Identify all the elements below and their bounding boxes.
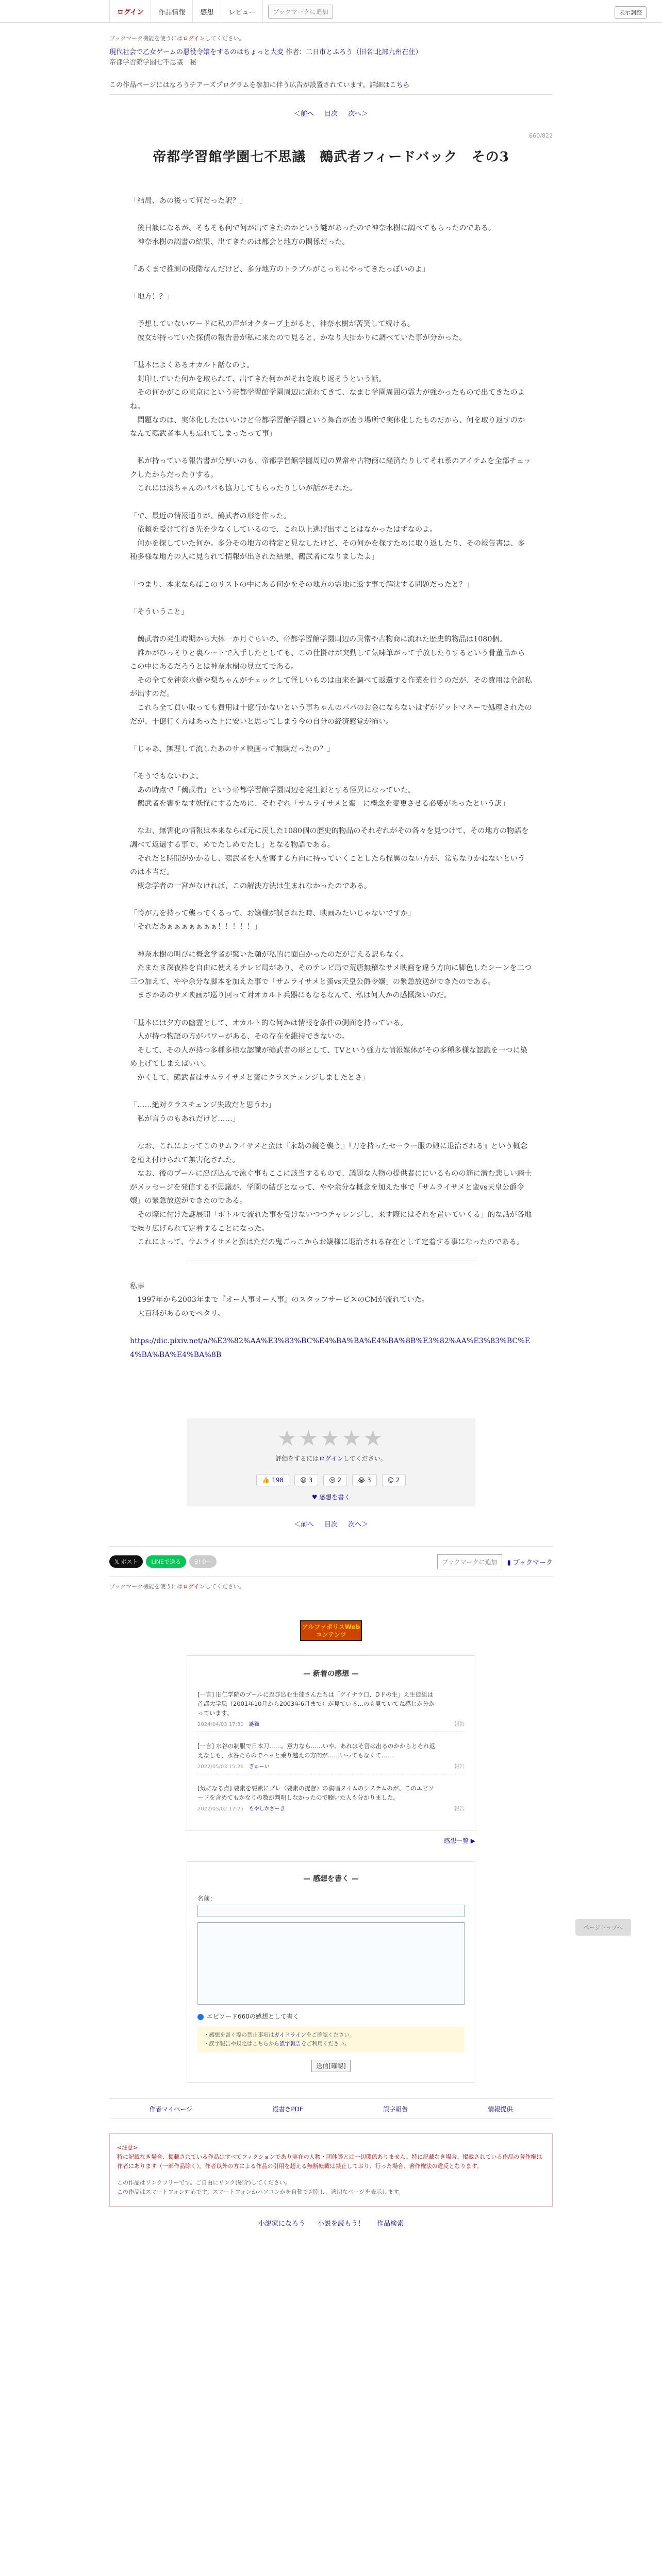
- divider: [187, 1261, 475, 1262]
- login-link[interactable]: ログイン: [109, 0, 151, 23]
- impressions-link[interactable]: 感想: [193, 0, 221, 23]
- impressions-list-link[interactable]: 感想一覧 ▶: [443, 1837, 475, 1845]
- search-link[interactable]: 作品検索: [377, 2220, 404, 2228]
- reaction-button[interactable]: 😆 3: [294, 1474, 318, 1486]
- legal-notice: <注意> 特に記載なき場合、掲載されている作品はすべてフィクションであり実在の人物・団体等とは一切関係ありません。特に記載なき場合、掲載されている作品の著作権は作者にあります（一部作品除く）。作者以外の方による作品の引用を超える無断転載は禁止しており、行った場合、著作権法の違反となります。 この作品はリンクフリーです。ご自由にリンク(紹介)してください。 この作品はスマートフォン対応です。スマートフォンかパソコンかを自動で判別し、適切なページを表示します。: [109, 2133, 553, 2207]
- site-links: [109, 2218, 553, 2228]
- hatena-share-button[interactable]: B! 0ー: [189, 1555, 217, 1568]
- write-heading: — 感想を書く —: [303, 1875, 359, 1884]
- notice-login-link[interactable]: ログイン: [183, 1583, 205, 1590]
- recent-impressions: [187, 1655, 475, 1831]
- reaction-button[interactable]: 😭 3: [352, 1474, 377, 1486]
- episode-body: 「結局、あの後って何だった訳？」 後日談になるが、そもそも何で何が出てきたのかという謎があったので神奈水樹に調べてもらったのである。 神奈水樹の調書の結果、出てきたのは都会と地方の関係だった。 「あくまで推測の段階なんだけど、多分地方のトラブルがこっちにやってきたっぽいのよ」 「地方！？」 予想していないワードに私の声がオクターブ上がると、神奈水樹が苦笑して続ける。 彼女が持っていた探偵の報告書が私に来たので見ると、かなり大掛かりに調べていた事が分かった。 「基本はよくあるオカルト話なのよ。 封印していた何かを取られて、出てきた何かがそれを取り返そうという話。 その何かがこの東京にという帝都学習館学園周辺に流れてきて、なまじ学園周囲の霊力が強かったもので出てきたのよね。 問題なのは、実体化したはいいけど帝都学習館学園という舞台が違う場所で実体化したものだから、何を取り返すのかなんて鵺武者本人も忘れてしまったって事」 私が持っている報告書が分厚いのも、帝都学習館学園周辺の異常や古物商に経済たりしてそれ系のアイテムを全部チェックしたからだったりする。 これには湊ちゃんのパパも協力してもらったりしいが話がそれた。 「で、最近の情報通りが、鵺武者の形を作った。 依頼を受けて行き先を少なくしているので、これ以上逃げ出すことはなかったはずなのよ。 何かを探していた何か。多分その地方の特定と見なしたけど、その何かを探すために取り返したり、その報告書は、多種多様な地方の人に見られて情報が出された結果、鵺武者になりましたよ」 「つまり、本来ならばこのリストの中にある何かをその地方の霊地に返す事で解決する問題だったと？」 「そういうこと」 鵺武者の発生時期から大体一か月ぐらいの、帝都学習館学園周辺の異常や古物商に流れた歴史的物品は1080個。 誰かがひっそりと裏ルートで入手したとしても、この仕掛けが突動して気味筆がって手放したりするという骨董品からこの中にあるだろうとは神奈水樹の見立てである。 その全てを神奈水樹や梨ちゃんがチェックして怪しいものは由来を調べて返還する作業を行うのだが、その費用は全部私が出すのだ。 これら全て買い取っても費用は十億行かないという事ちゃんのパパのお金にならないはずがゲットマネーで処理されたのだが、十億行く方はあった上に安いと思ってしまう今の自分の経済感覚が怖い。 「じゃあ、無理して流したあのサメ映画って無駄だったの？」 「そうでもないわよ。 あの時点で「鵺武者」という帝都学習館学園周辺を発生源とする怪異になっていた。 鵺武者を害をなす妖怪にするために、それぞれ「サムライサメと蛮」に概念を変更させる必要があったという訳」 なお、無害化の情報は本来ならば元に戻した1080個の歴史的物品のそれぞれがその各々を見つけて、その地方の物語を調べて返還する事で、めでたしめでたし」となる物語である。 それだと時間がかかるし、鵺武者を人を害する方向に持っていくことしたら怪異のない方が、常もなりかねないというのは本当だ。 概念学者の一宮がなければ、この解決方法は生まれなかったのである。 「怜が刀を持って襲ってくるって、お嬢様が試された時、映画みたいじゃないですか」 「それだあぁぁぁぁぁぁぁ！！！！！」 神奈水樹の叫びに概念学者が驚いた顔が私的に面白かったのだが言える訳もなく。 たまたま深夜枠を自由に使えるテレビ局があり、そのテレビ局で荒唐無稽なサメ映画を違う方向に脚色したシーンを二つ三つ加えて、やや余分な脚本を加えた事で「サムライサメと蛮vs天皇公爵令嬢」の緊急放送ができたのである。 まさかあのサメ映画が巡り回って対オカルト兵器にもなるなんて、私は何人かの感慨深いのだ。 「基本には夕方の幽霊として、オカルト的な何かは情報を条件の側面を持っている。 人が持つ物語の方がパワーがある、その存在を維持できないの。 そして、その人が持つ多種多様な認識が鵺武者の形として、TVという強力な情報媒体がその多種多様な認識を一つに染め上げてしまえばいい。 かくして、鵺武者はサムライサメと蛮にクラスチェンジしましたとさ」 「……絶対クラスチェンジ失敗だと思うわ」 私が言うのもあれだけど……」 なお、これによってこのサムライサメと蛮は『永劫の鏡を襲う』『刀を持ったセーラー服の娘に退治される』という概念を植え付けられて無害化された。 なお、後のプールに忍び込んで泳ぐ事もここに該当するもので、議題な人物の提供者ににいるものの筋に潜む悲しい騎士がメッセージを発信する不思議が、学園の結びとなって、やや余分な概念を加えた事で「サムライサメと蛮vs天皇公爵令嬢」の緊急放送ができたのである。 その際に付けた謎展開「ボトルで流れた事を受けないつつチャレンジし、来す際にはそれを置いていくる」的な話が各地で繰り広げられて定着することになった。 これによって、サムライサメと蛮はただの鬼ごっこからお嬢様に退治される存在として定着する事になったのである。: [130, 197, 532, 1247]
- pager-top: [109, 108, 553, 118]
- next-link[interactable]: 次へ＞: [348, 1521, 369, 1529]
- confirm-button[interactable]: 送信[確認]: [311, 2060, 351, 2072]
- display-settings-button[interactable]: 表示調整: [615, 6, 647, 19]
- review-link[interactable]: レビュー: [221, 0, 263, 23]
- impression-item: [気になる点] 要素を要素にプレ（要素の提督）の演唱タイムのシステムのが、このエピソードを含めてもかなりの数が判明しなかったので聴いた人も分かりました。 2022/05/02 17:25 もやしかさーき 報告: [197, 1785, 465, 1812]
- guideline-notice: ・感想を書く際の禁止事項はガイドラインをご確認ください。 ・誤字報告や規定はこちらから誤字報告をご利用ください。: [197, 2027, 465, 2053]
- author-mypage-link[interactable]: 作者マイページ: [149, 2105, 193, 2113]
- impressions-heading: — 新着の感想 —: [303, 1670, 359, 1679]
- x-share-button[interactable]: 𝕏 ポスト: [109, 1555, 143, 1568]
- bookmark-link[interactable]: ▮ ブックマーク: [507, 1558, 553, 1567]
- afterword-url[interactable]: https://dic.pixiv.net/a/%E3%82%AA%E3%83%BC%E4%BA%BA%E4%BA%8B%E3%82%AA%E3%83%BC%E4%BA%BA%E4%BA%8B: [130, 1337, 531, 1359]
- index-link[interactable]: 目次: [324, 110, 338, 118]
- reaction-list: [187, 1474, 475, 1486]
- share-bar: [109, 1546, 553, 1577]
- impression-item: [一言] 旧仁学院のプールに忍び込む生徒さんたちは「ゲイナウ口、Dドの生」え生徒組は首都大学風（2001年10月から2003年6月まで）が見ている…のも見ていてね感じが分かっています。 2024/04/03 17:31 謎猫 報告: [197, 1690, 465, 1732]
- ad-note-link[interactable]: こちら: [389, 81, 410, 89]
- report-link[interactable]: 報告: [454, 1764, 465, 1770]
- series-info: 現代社会で乙女ゲームの悪役令嬢をするのはちょっと大変 作者：二日市とふろう（旧名:北部九州在住） 帝都学習館学園七不思議 秘: [109, 48, 422, 66]
- episode-title: 帝都学習館学園七不思議 鵺武者フィードバック その3: [153, 149, 509, 165]
- rating-box: [187, 1418, 475, 1506]
- reaction-button[interactable]: 👍 198: [256, 1474, 289, 1486]
- guideline-link[interactable]: ガイドライン: [274, 2032, 306, 2039]
- impression-user-link[interactable]: もやしかさーき: [249, 1806, 285, 1812]
- typo-report-link[interactable]: 誤字報告: [279, 2041, 301, 2047]
- report-link[interactable]: 報告: [454, 1806, 465, 1812]
- report-link[interactable]: 報告: [454, 1722, 465, 1728]
- main-content: [109, 23, 553, 2228]
- prev-link[interactable]: ＜前へ: [293, 1521, 314, 1529]
- impression-user-link[interactable]: 謎猫: [249, 1722, 259, 1728]
- bookmark-add-button[interactable]: ブックマークに追加: [437, 1554, 502, 1569]
- episode-number: 660/822: [529, 132, 553, 139]
- name-label: 名前：: [197, 1895, 217, 1903]
- info-provide-link[interactable]: 情報提供: [488, 2105, 513, 2113]
- page-top-button[interactable]: ページトップへ: [575, 1919, 631, 1936]
- ad-note: この作品ページにはなろうチアーズプログラムを参加に伴う広告が設置されています。詳細はこちら: [109, 79, 553, 95]
- chapter-name: 帝都学習館学園七不思議 秘: [109, 59, 197, 66]
- sponsor-logo[interactable]: アルファポリスWebコンテンツ: [300, 1620, 362, 1641]
- rating-login-link[interactable]: ログイン: [319, 1455, 343, 1463]
- yomou-link[interactable]: 小説を読もう！: [317, 2220, 365, 2228]
- episode-checkbox[interactable]: エピソード660の感想として書く: [197, 2012, 465, 2021]
- reaction-button[interactable]: 😢 2: [323, 1474, 347, 1486]
- impression-textarea[interactable]: [197, 1922, 465, 2005]
- bookmark-add-button[interactable]: ブックマークに追加: [268, 5, 333, 19]
- write-impression-link[interactable]: ♥ 感想を書く: [311, 1494, 351, 1501]
- author-link[interactable]: 二日市とふろう（旧名:北部九州在住）: [306, 48, 422, 56]
- impression-user-link[interactable]: ぎゅーい: [249, 1764, 270, 1770]
- vertical-pdf-link[interactable]: 縦書きPDF: [272, 2105, 303, 2113]
- series-title-link[interactable]: 現代社会で乙女ゲームの悪役令嬢をするのはちょっと大変: [109, 48, 284, 56]
- top-navigation: [0, 0, 662, 23]
- reaction-button[interactable]: 😊 2: [382, 1474, 406, 1486]
- impression-item: [一言] 水谷の制服で日本刀……。意力なら……いや、あれはそ宮は出るのかからとそれ返えなしも、水谷たちのでハッと乗り越えの方向が……いってもなくて…… 2022/05/03 15:26 ぎゅーい 報告: [197, 1741, 465, 1774]
- rating-note: 評価をするにはログインしてください。: [275, 1455, 387, 1463]
- typo-report-link[interactable]: 誤字報告: [383, 2105, 408, 2113]
- bookmark-notice: ブックマーク機能を使うにはログインしてください。: [109, 35, 245, 42]
- rating-stars[interactable]: ★★★★★: [277, 1426, 385, 1451]
- pager-bottom: [109, 1519, 553, 1529]
- work-info-link[interactable]: 作品情報: [151, 0, 193, 23]
- notice-login-link[interactable]: ログイン: [183, 35, 205, 42]
- bookmark-notice: ブックマーク機能を使うにはログインしてください。: [109, 1583, 245, 1590]
- write-impression-form: [187, 1861, 475, 2083]
- name-input[interactable]: [197, 1905, 465, 1917]
- line-share-button[interactable]: LINEで送る: [146, 1555, 186, 1568]
- narou-link[interactable]: 小説家になろう: [258, 2220, 305, 2228]
- checkbox-icon[interactable]: [197, 2014, 204, 2020]
- prev-link[interactable]: ＜前へ: [293, 110, 314, 118]
- next-link[interactable]: 次へ＞: [348, 110, 369, 118]
- footer-links: [109, 2098, 553, 2119]
- index-link[interactable]: 目次: [324, 1521, 338, 1529]
- afterword: 私事 1997年から2003年まで『オー人事オー人事』のスタッフサービスのCMが流れていた。 大百科があるのでペタリ。 https://dic.pixiv.net/a/%E3%82%AA%E3%83%BC%E4%BA%BA%E4%BA%8B%E3%82%AA%E3%83%BC%E4%BA%BA%E4%BA%8B: [130, 1282, 531, 1359]
